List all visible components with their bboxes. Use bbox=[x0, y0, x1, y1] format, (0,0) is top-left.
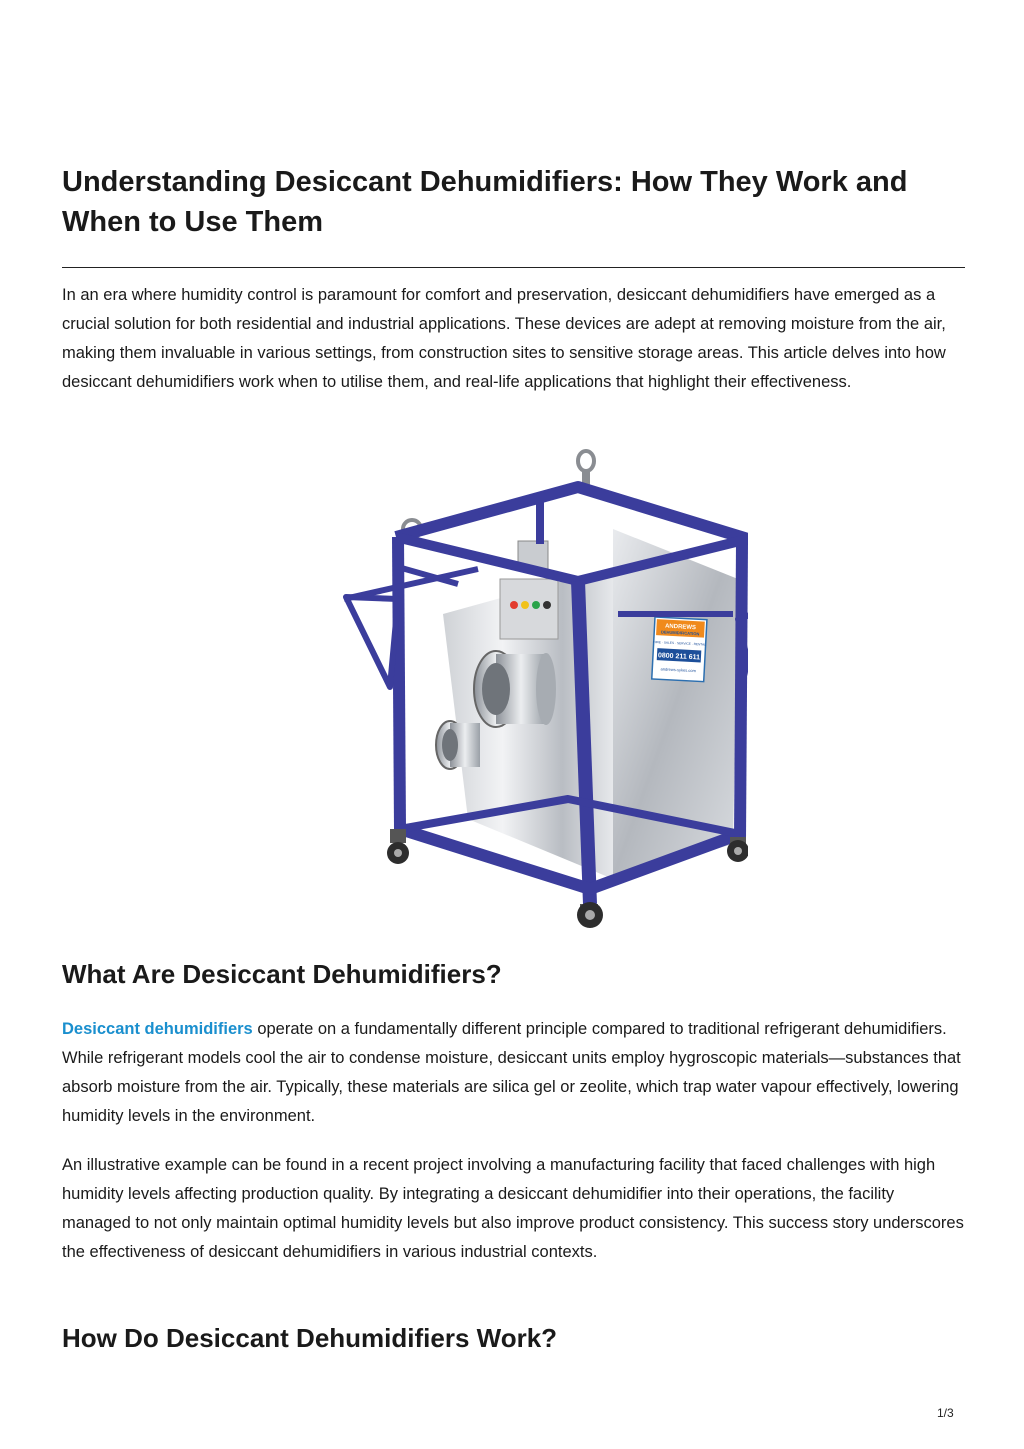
svg-text:0800 211 611: 0800 211 611 bbox=[657, 652, 701, 662]
svg-text:DEHUMIDIFICATION: DEHUMIDIFICATION bbox=[660, 629, 700, 637]
intro-paragraph: In an era where humidity control is paramount for comfort and preservation, desiccant dehumidifiers have emerged as a crucial solution for both residential and industrial applications. These devices are adept at removing moisture from the air, making them invaluable in various settings, from construction sites to sensitive storage areas. This article delves into how desiccant dehumidifiers work when to utilise them, and real-life applications that highlight their effectiveness. bbox=[62, 286, 946, 391]
svg-text:andrews-sykes.com: andrews-sykes.com bbox=[660, 666, 697, 674]
section-heading-what: What Are Desiccant Dehumidifiers? bbox=[62, 959, 502, 989]
svg-text:ANDREWS: ANDREWS bbox=[664, 623, 697, 632]
title-divider bbox=[62, 267, 965, 268]
page-number: 1/3 bbox=[937, 1406, 954, 1420]
section1-paragraph-2: An illustrative example can be found in a recent project involving a manufacturing facility that faced challenges with high humidity levels affecting production quality. By integrating a desiccant dehumidifier into their operations, the facility managed to not only maintain optimal humidity levels but also improve product consistency. This success story underscores the effectiveness of desiccant dehumidifiers in various industrial contexts. bbox=[62, 1156, 964, 1261]
desiccant-dehumidifiers-link[interactable]: Desiccant dehumidifiers bbox=[62, 1020, 253, 1038]
section1-paragraph-1-text: operate on a fundamentally different principle compared to traditional refrigerant dehumidifiers. While refrigerant models cool the air to condense moisture, desiccant units employ hygroscopic materials—substances that absorb moisture from the air. Typically, these materials are silica gel or zeolite, which trap water vapour effectively, lowering humidity levels in the environment. bbox=[62, 1020, 961, 1125]
svg-text:HIRE · SALES · SERVICE · RENTA: HIRE · SALES · SERVICE · RENTAL bbox=[653, 639, 707, 647]
dehumidifier-product-image bbox=[278, 449, 748, 931]
article-title: Understanding Desiccant Dehumidifiers: How They Work and When to Use Them bbox=[62, 166, 908, 238]
section-heading-how: How Do Desiccant Dehumidifiers Work? bbox=[62, 1323, 558, 1353]
section1-paragraph-1 bbox=[62, 1015, 965, 1131]
